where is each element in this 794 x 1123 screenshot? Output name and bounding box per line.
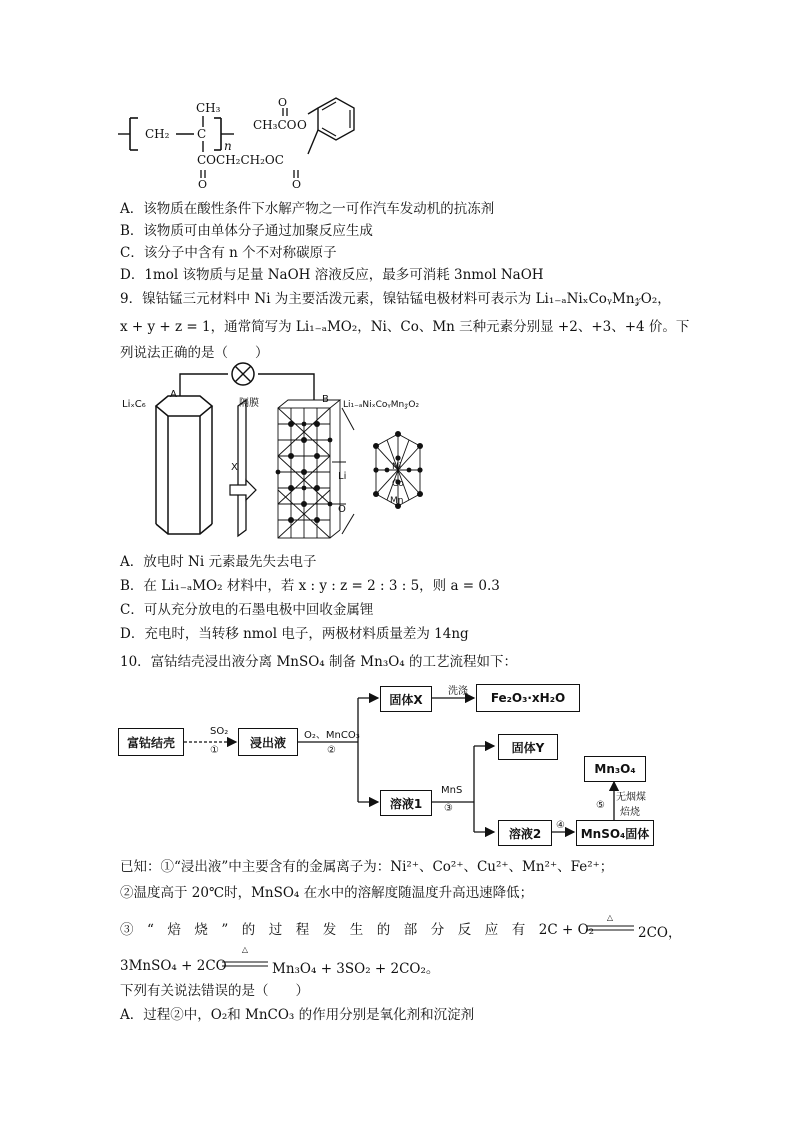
equals-sign-2 — [222, 961, 268, 967]
known-condition-4-part2: Mn₃O₄ + 3SO₂ + 2CO₂。 — [272, 961, 440, 977]
solid-x-box: 固体X — [380, 686, 432, 712]
solid-y-box: 固体Y — [498, 734, 558, 760]
step3-label: ③ — [444, 803, 453, 814]
quaternary-c-label: C — [197, 127, 207, 141]
q9-stem-line2: x + y + z = 1，通常简写为 Li₁₋ₐMO₂，Ni、Co、Mn 三种元素分别显 +2、+3、+4 价。下 — [120, 319, 690, 335]
q8-option-d: D．1mol 该物质与足量 NaOH 溶液反应，最多可消耗 3nmol NaOH — [120, 267, 544, 283]
ch2-label: CH₂ — [145, 127, 170, 141]
mns-label: MnS — [441, 785, 463, 796]
q8-option-c: C．该分子中含有 n 个不对称碳原子 — [120, 245, 337, 261]
ion-x-label: X — [231, 462, 238, 473]
ni-site-label: Ni — [392, 462, 402, 472]
repeat-n-label: n — [224, 139, 232, 153]
fe-product-box: Fe₂O₃·xH₂O — [476, 684, 580, 712]
o-layer-label: O — [338, 504, 346, 515]
known-condition-1: 已知：①“浸出液”中主要含有的金属离子为：Ni²⁺、Co²⁺、Cu²⁺、Mn²⁺、Fe²⁺； — [120, 859, 614, 875]
wash-label: 洗涤 — [448, 686, 468, 697]
mn3o4-box: Mn₃O₄ — [584, 756, 646, 782]
step5-label: ⑤ — [596, 800, 605, 811]
so2-label: SO₂ — [210, 726, 229, 737]
mnso4-solid-box: MnSO₄固体 — [576, 820, 654, 846]
heat-symbol-1: △ — [606, 913, 614, 922]
electrode-a-label: A — [170, 389, 177, 400]
ester-o2-label: O — [292, 178, 302, 191]
battery-diagram — [118, 362, 448, 547]
acetoxy-o-link: O — [297, 118, 307, 132]
step2-label: ② — [327, 745, 336, 756]
known-condition-4-part1: 3MnSO₄ + 2CO — [120, 958, 227, 974]
electrode-b-label: B — [322, 394, 329, 405]
known-condition-3-part1: ③ “ 焙 烧 ” 的 过 程 发 生 的 部 分 反 应 有 2C + O₂ — [120, 922, 595, 938]
solution2-box: 溶液2 — [498, 820, 552, 846]
known-condition-3-part2: 2CO， — [638, 925, 682, 941]
start-box: 富钴结壳 — [118, 728, 184, 756]
q10-option-a: A．过程②中，O₂和 MnCO₃ 的作用分别是氧化剂和沉淀剂 — [120, 1007, 475, 1023]
q9-option-a: A．放电时 Ni 元素最先失去电子 — [120, 554, 317, 570]
q8-option-b: B．该物质可由单体分子通过加聚反应生成 — [120, 223, 373, 239]
roast-label: 焙烧 — [620, 807, 640, 818]
li-layer-label: Li — [338, 471, 347, 482]
equals-sign-1 — [586, 925, 634, 931]
separator-label: 隔膜 — [239, 398, 259, 409]
polymer-structure-drawing — [118, 96, 368, 196]
known-condition-2: ②温度高于 20℃时，MnSO₄ 在水中的溶解度随温度升高迅速降低； — [120, 885, 534, 901]
step1-label: ① — [210, 745, 219, 756]
q10-question: 下列有关说法错误的是（ ） — [120, 983, 309, 999]
ester-chain-label: COCH₂CH₂OC — [197, 153, 284, 167]
solution1-box: 溶液1 — [380, 790, 432, 816]
q9-stem-line1: 9．镍钴锰三元材料中 Ni 为主要活泼元素，镍钴锰电极材料可表示为 Li₁₋ₐNiₓCoᵧMn𝓏O₂， — [120, 291, 671, 307]
anode-formula-label: LiₓC₆ — [122, 399, 146, 410]
q9-option-b: B．在 Li₁₋ₐMO₂ 材料中，若 x : y : z = 2 : 3 : 5，则 a = 0.3 — [120, 578, 500, 594]
acetoxy-o-label: O — [278, 96, 288, 109]
acetoxy-label: CH₃CO — [253, 118, 297, 132]
cathode-formula-label: Li₁₋ₐNiₓCoᵧMn𝓏O₂ — [343, 400, 420, 410]
anthracite-label: 无烟煤 — [616, 792, 646, 803]
heat-symbol-2: △ — [241, 945, 249, 954]
methyl-label: CH₃ — [196, 101, 221, 115]
o2-mnco3-label: O₂、MnCO₃ — [304, 730, 360, 741]
leachate-box: 浸出液 — [238, 728, 298, 756]
q9-option-d: D．充电时，当转移 nmol 电子，两极材料质量差为 14ng — [120, 626, 469, 642]
q8-option-a: A．该物质在酸性条件下水解产物之一可作汽车发动机的抗冻剂 — [120, 201, 495, 217]
ester-o1-label: O — [198, 178, 208, 191]
q9-option-c: C．可从充分放电的石墨电极中回收金属锂 — [120, 602, 374, 618]
q10-stem: 10．富钴结壳浸出液分离 MnSO₄ 制备 Mn₃O₄ 的工艺流程如下： — [120, 654, 517, 670]
mn-site-label: Mn — [390, 496, 404, 506]
co-site-label: Co — [392, 479, 404, 489]
step4-label: ④ — [556, 820, 565, 831]
q9-stem-line3: 列说法正确的是（ ） — [120, 345, 269, 361]
